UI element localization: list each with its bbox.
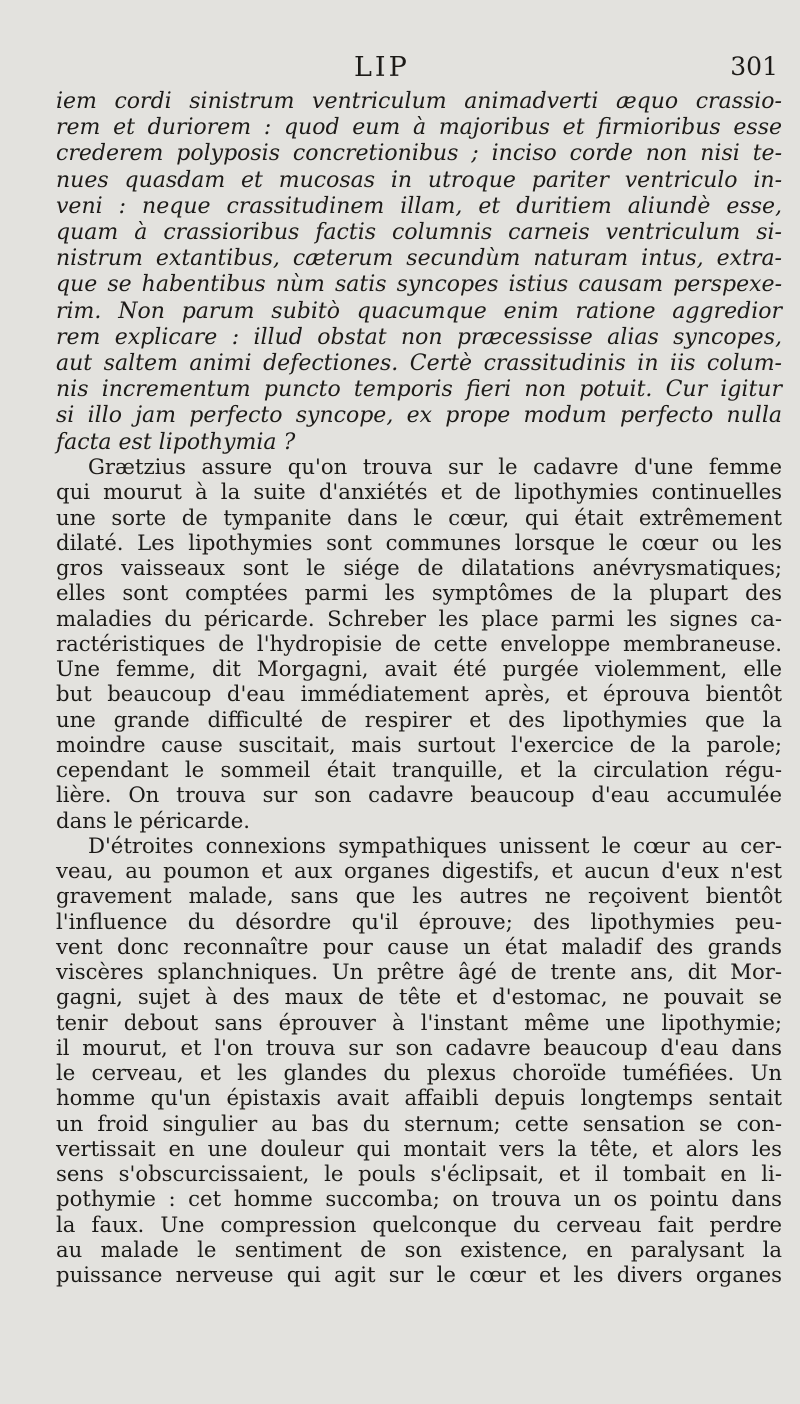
text-line: gagni, sujet à des maux de tête et d'estomac, ne pouvait se bbox=[56, 984, 782, 1010]
text-line: maladies du péricarde. Schreber les place parmi les signes ca- bbox=[56, 605, 782, 631]
text-line: quam à crassioribus factis columnis carneis ventriculum si- bbox=[56, 220, 782, 246]
text-line: ractéristiques de l'hydropisie de cette enveloppe membraneuse. bbox=[56, 630, 782, 656]
text-line: au malade le sentiment de son existence, en paralysant la bbox=[56, 1236, 782, 1262]
text-line: nues quasdam et mucosas in utroque pariter ventriculo in- bbox=[56, 167, 782, 193]
text-line: rim. Non parum subitò quacumque enim ratione aggredior bbox=[56, 298, 782, 324]
text-line: gravement malade, sans que les autres ne reçoivent bientôt bbox=[56, 883, 782, 909]
text-line: qui mourut à la suite d'anxiétés et de lipothymies continuelles bbox=[56, 479, 782, 505]
text-line: un froid singulier au bas du sternum; cette sensation se con- bbox=[56, 1110, 782, 1136]
paragraph-first-line: D'étroites connexions sympathiques unissent le cœur au cer- bbox=[88, 832, 782, 858]
text-line: lière. On trouva sur son cadavre beaucoup d'eau accumulée bbox=[56, 782, 782, 808]
text-line: cependant le sommeil était tranquille, et la circulation régu- bbox=[56, 757, 782, 782]
text-line: elles sont comptées parmi les symptômes de la plupart des bbox=[56, 580, 782, 606]
paragraph-first-line: Grætzius assure qu'on trouva sur le cadavre d'une femme bbox=[88, 454, 782, 479]
text-line: rem et duriorem : quod eum à majoribus et firmioribus esse bbox=[56, 115, 782, 141]
text-line: pothymie : cet homme succomba; on trouva un os pointu dans bbox=[56, 1186, 782, 1212]
text-line: rem explicare : illud obstat non præcessisse alias syncopes, bbox=[56, 324, 782, 350]
text-line: facta est lipothymia ? bbox=[56, 429, 296, 455]
running-head bbox=[56, 52, 778, 88]
text-line: une grande difficulté de respirer et des lipothymies que la bbox=[56, 706, 782, 732]
text-line: dilaté. Les lipothymies sont communes lorsque le cœur ou les bbox=[56, 529, 782, 555]
text-line: crederem polyposis concretionibus ; inciso corde non nisi te- bbox=[56, 141, 782, 167]
text-line: Une femme, dit Morgagni, avait été purgée violemment, elle bbox=[56, 656, 782, 681]
text-line: homme qu'un épistaxis avait affaibli depuis longtemps sentait bbox=[56, 1085, 782, 1111]
body-text bbox=[56, 454, 782, 1287]
text-line: viscères splanchniques. Un prêtre âgé de trente ans, dit Mor- bbox=[56, 959, 782, 984]
text-line: dans le péricarde. bbox=[56, 807, 250, 833]
text-line: nistrum extantibus, cæterum secundùm naturam intus, extra- bbox=[56, 246, 782, 272]
text-line: moindre cause suscitait, mais surtout l'exercice de la parole; bbox=[56, 731, 782, 757]
text-line: la faux. Une compression quelconque du cerveau fait perdre bbox=[56, 1211, 782, 1237]
text-line: une sorte de tympanite dans le cœur, qui était extrêmement bbox=[56, 504, 782, 530]
latin-quotation bbox=[56, 89, 782, 456]
text-line: il mourut, et l'on trouva sur son cadavre beaucoup d'eau dans bbox=[56, 1034, 782, 1060]
text-line: si illo jam perfecto syncope, ex prope modum perfecto nulla bbox=[56, 403, 782, 429]
text-line: aut saltem animi defectiones. Certè crassitudinis in iis colum- bbox=[56, 351, 782, 377]
text-line: iem cordi sinistrum ventriculum animadverti æquo crassio- bbox=[56, 89, 782, 114]
running-title: LIP bbox=[354, 52, 410, 83]
text-line: que se habentibus nùm satis syncopes istius causam perspexe- bbox=[56, 272, 782, 298]
text-line: vent donc reconnaître pour cause un état maladif des grands bbox=[56, 933, 782, 959]
text-line: veni : neque crassitudinem illam, et duritiem aliundè esse, bbox=[56, 193, 782, 219]
text-line: puissance nerveuse qui agit sur le cœur et les divers organes bbox=[56, 1262, 782, 1287]
text-line: sens s'obscurcissaient, le pouls s'éclipsait, et il tombait en li- bbox=[56, 1161, 782, 1186]
text-line: l'influence du désordre qu'il éprouve; des lipothymies peu- bbox=[56, 908, 782, 934]
text-line: tenir debout sans éprouver à l'instant même une lipothymie; bbox=[56, 1009, 782, 1035]
text-line: vertissait en une douleur qui montait vers la tête, et alors les bbox=[56, 1135, 782, 1161]
text-line: gros vaisseaux sont le siége de dilatations anévrysmatiques; bbox=[56, 555, 782, 580]
text-line: but beaucoup d'eau immédiatement après, et éprouva bientôt bbox=[56, 681, 782, 707]
text-line: veau, au poumon et aux organes digestifs, et aucun d'eux n'est bbox=[56, 858, 782, 883]
text-line: nis incrementum puncto temporis fieri non potuit. Cur igitur bbox=[56, 377, 782, 403]
page-number: 301 bbox=[730, 52, 778, 81]
text-line: le cerveau, et les glandes du plexus choroïde tuméfiées. Un bbox=[56, 1060, 782, 1085]
